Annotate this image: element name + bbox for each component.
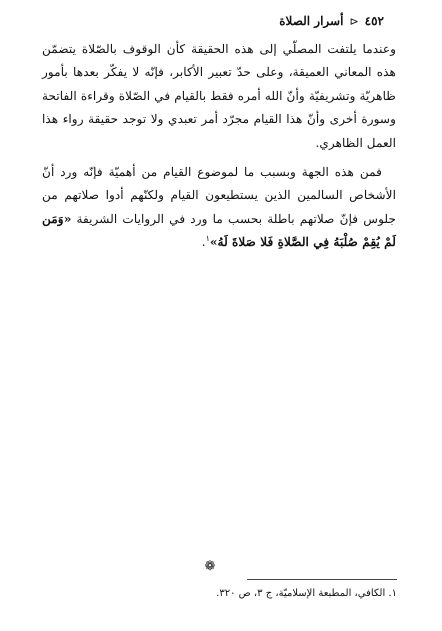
footnote: ١. الكافي، المطبعة الإسلاميّة، ج ٣، ص ٣٢٠. — [216, 588, 397, 599]
main-text — [42, 38, 396, 255]
paragraph-2 — [42, 161, 396, 255]
running-header — [279, 14, 384, 28]
hadith-quote: «وَمَن لَمْ يُقِمْ صُلْبَهُ فِي الصَّلاةِ فَلا صَلاةَ لَهُ» — [42, 211, 396, 250]
sentence-period: . — [201, 235, 206, 250]
flower-ornament-icon: ❁ — [204, 559, 216, 574]
header-separator-icon: ⊲ — [349, 14, 359, 28]
book-title: أسرار الصلاة — [279, 14, 344, 28]
footnote-reference: ١ — [205, 234, 210, 244]
page-number: ٤٥٢ — [364, 14, 384, 28]
footnote-divider — [247, 579, 397, 580]
paragraph-1: وعندما يلتفت المصلّي إلى هذه الحقيقة كأن الوقوف بالصّلاة يتضمّن هذه المعاني العميقة، وعلى حدّ تعبير الأكابر، فإنّه لا يفكّر بعدها بأمور ظاهريّة وتشريفيّة وأنّ الله أمره فقط بالقيام في الصّلاة وقراءة الفاتحة وسورة أخرى وأنّ هذا القيام مجرّد أمر تعبدي ولا توجد حقيقة رواء هذا العمل الظاهري. — [42, 42, 396, 150]
paragraph-2-text: فمن هذه الجهة وبسبب ما لموضوع القيام من أهميّة فإنّه ورد أنّ الأشخاص السالمين الذين يستطيعون القيام ولكنّهم أدوا صلاتهم من جلوس فإنّ صلاتهم باطلة بحسب ما ورد في الروايات الشريفة — [42, 165, 396, 226]
